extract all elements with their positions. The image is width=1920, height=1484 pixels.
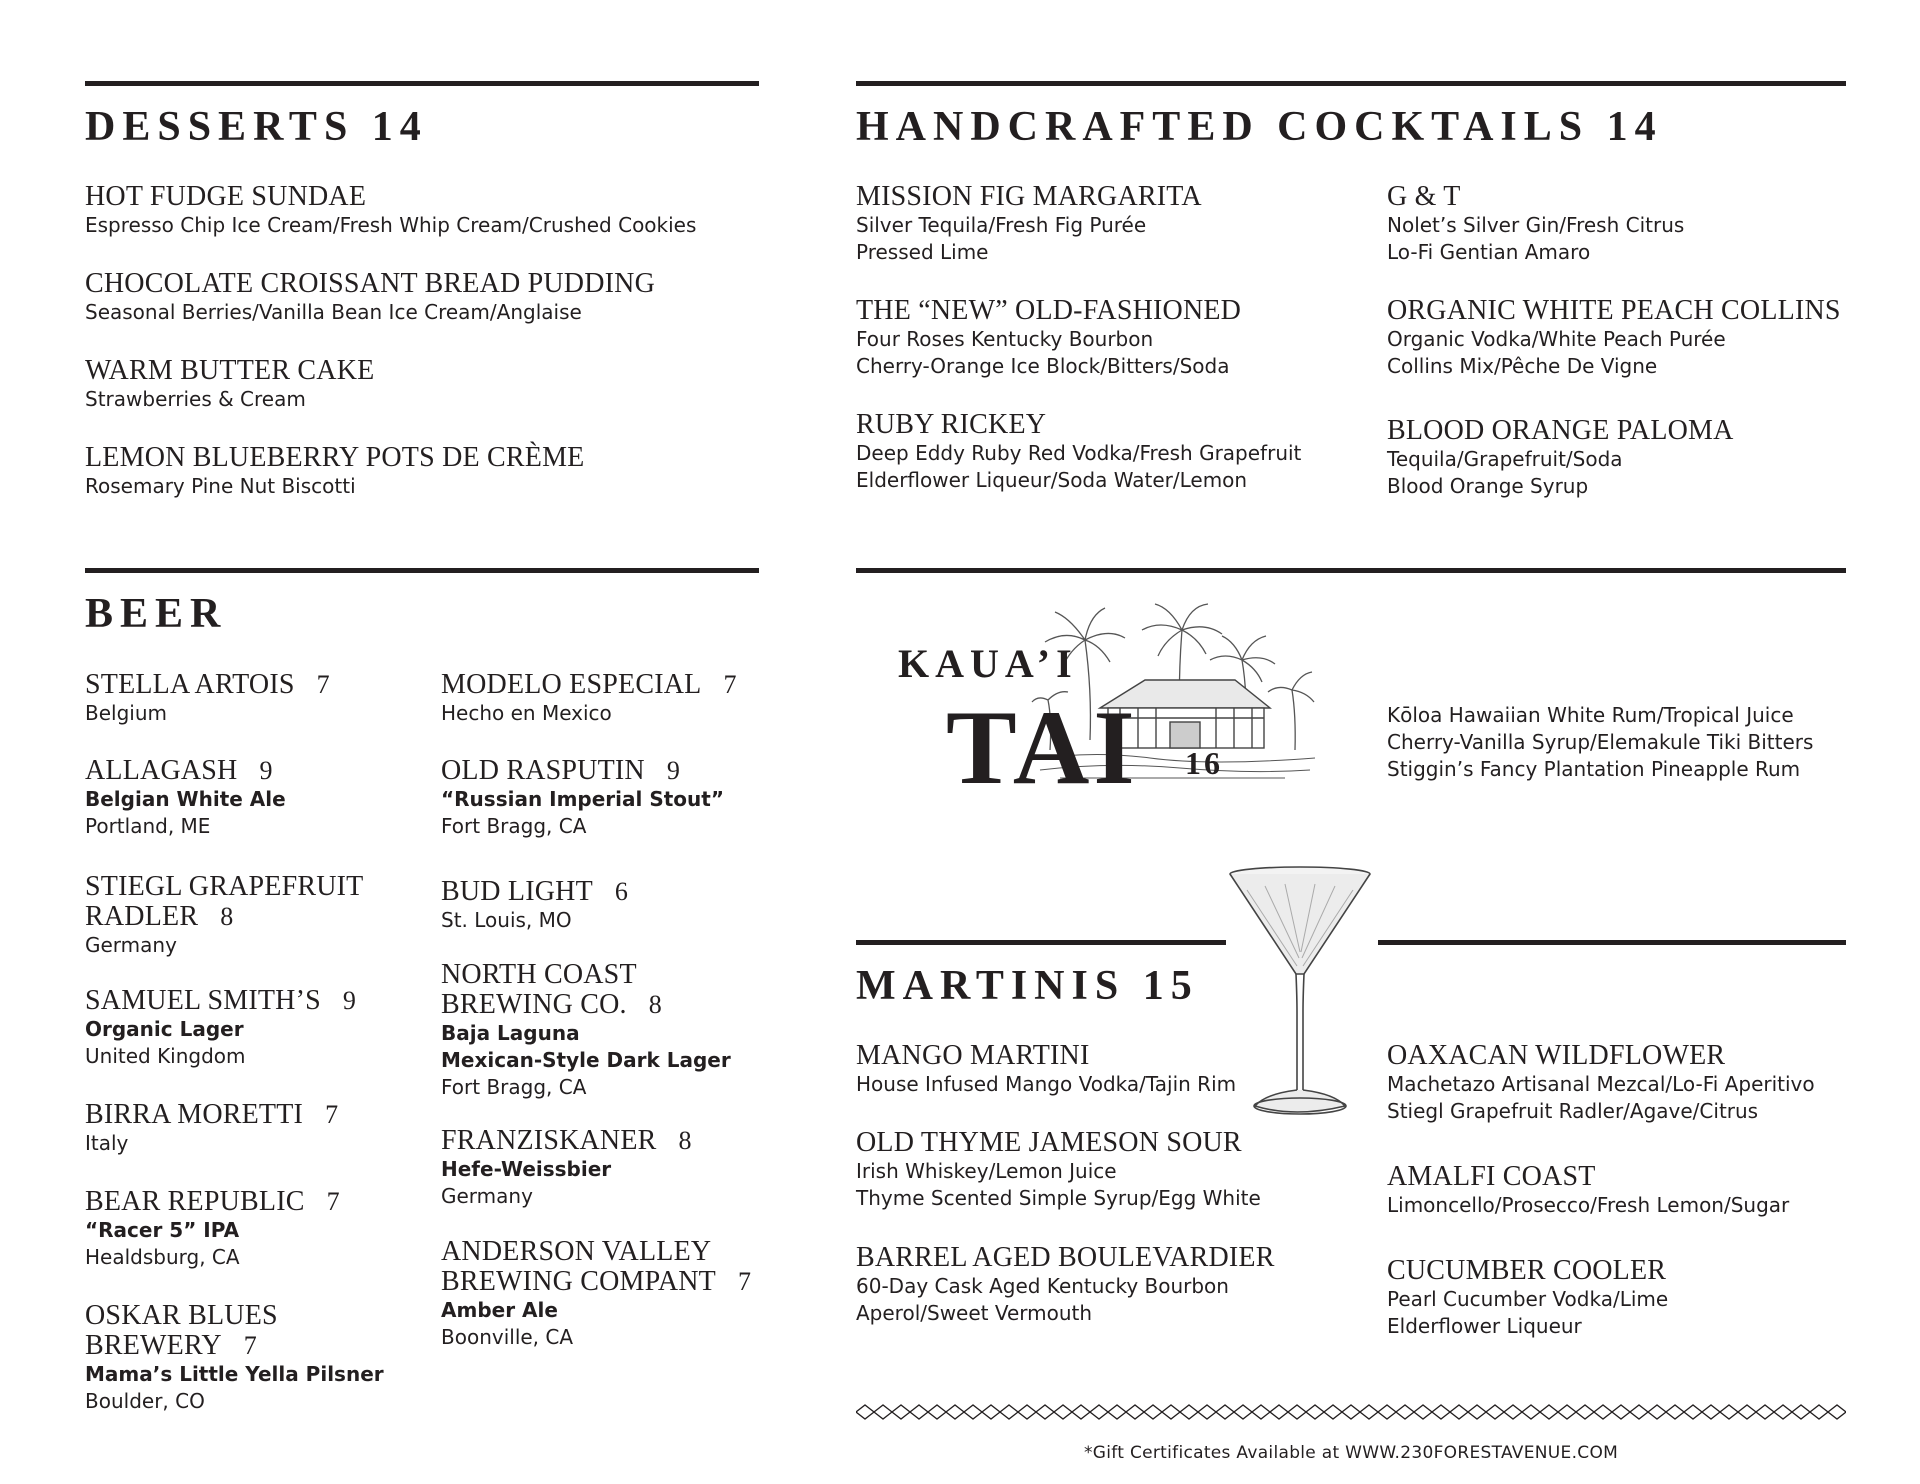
desserts-title: DESSERTS 14 xyxy=(85,104,428,150)
cocktails-top-rule xyxy=(856,81,1846,86)
beer-name: BREWING COMPANT xyxy=(441,1266,716,1297)
beer-style: Amber Ale xyxy=(441,1298,558,1322)
martini-desc: Elderflower Liqueur xyxy=(1387,1314,1582,1338)
beer-name: BREWING CO. xyxy=(441,989,627,1020)
cocktail-name: MISSION FIG MARGARITA xyxy=(856,181,1202,212)
beer-origin: Germany xyxy=(85,933,177,957)
beer-name: RADLER xyxy=(85,901,199,932)
beer-name: BEAR REPUBLIC xyxy=(85,1186,305,1217)
tai-word: TAI xyxy=(946,689,1139,806)
beer-origin: Fort Bragg, CA xyxy=(441,1075,587,1099)
beer-origin: Boulder, CO xyxy=(85,1389,205,1413)
martini-item xyxy=(1387,1162,1789,1219)
cocktail-desc: Lo-Fi Gentian Amaro xyxy=(1387,240,1591,264)
beer-origin: Boonville, CA xyxy=(441,1325,574,1349)
kauai-desc-line: Kōloa Hawaiian White Rum/Tropical Juice xyxy=(1387,703,1794,727)
beer-item xyxy=(85,872,363,959)
cocktail-desc: Organic Vodka/White Peach Purée xyxy=(1387,327,1726,351)
beer-item xyxy=(85,986,356,1070)
desserts-top-rule xyxy=(85,81,759,86)
martinis-rule-left xyxy=(856,940,1226,945)
cocktail-desc: Blood Orange Syrup xyxy=(1387,474,1589,498)
beer-name: ALLAGASH xyxy=(85,755,238,786)
martini-desc: Limoncello/Prosecco/Fresh Lemon/Sugar xyxy=(1387,1193,1790,1217)
martini-item xyxy=(856,1041,1236,1098)
cocktail-name: BLOOD ORANGE PALOMA xyxy=(1387,415,1734,446)
dessert-item xyxy=(85,182,696,239)
cocktail-item xyxy=(1387,416,1734,500)
martini-name: MANGO MARTINI xyxy=(856,1040,1090,1071)
martini-desc: Pearl Cucumber Vodka/Lime xyxy=(1387,1287,1669,1311)
beer-item xyxy=(441,670,737,727)
beer-item xyxy=(85,670,330,727)
dessert-desc: Espresso Chip Ice Cream/Fresh Whip Cream/Crushed Cookies xyxy=(85,213,697,237)
dessert-name: CHOCOLATE CROISSANT BREAD PUDDING xyxy=(85,268,656,299)
beer-price: 7 xyxy=(738,1267,752,1296)
beer-origin: United Kingdom xyxy=(85,1044,246,1068)
beer-price: 6 xyxy=(614,877,629,906)
cocktail-desc: Cherry-Orange Ice Block/Bitters/Soda xyxy=(856,354,1230,378)
beer-origin: Portland, ME xyxy=(85,814,211,838)
kauai-top-rule xyxy=(856,568,1846,573)
beer-price: 9 xyxy=(259,756,273,785)
beer-origin: Italy xyxy=(85,1131,129,1155)
cocktail-name: RUBY RICKEY xyxy=(856,409,1047,440)
beer-name: MODELO ESPECIAL xyxy=(441,669,702,700)
beer-origin: Healdsburg, CA xyxy=(85,1245,240,1269)
beer-price: 8 xyxy=(678,1126,692,1155)
beer-name: OSKAR BLUES xyxy=(85,1300,278,1331)
martini-glass-illustration xyxy=(1225,862,1375,1124)
cocktail-item xyxy=(856,182,1202,266)
gift-certificate-note: *Gift Certificates Available at WWW.230FORESTAVENUE.COM xyxy=(1084,1443,1619,1463)
beer-style: Belgian White Ale xyxy=(85,787,286,811)
cocktail-item xyxy=(856,296,1241,380)
beer-price: 8 xyxy=(220,902,234,931)
beer-origin: Belgium xyxy=(85,701,167,725)
martini-name: BARREL AGED BOULEVARDIER xyxy=(856,1242,1275,1273)
dessert-item xyxy=(85,443,584,500)
martini-name: AMALFI COAST xyxy=(1387,1161,1596,1192)
cocktail-desc: Pressed Lime xyxy=(856,240,989,264)
cocktail-desc: Elderflower Liqueur/Soda Water/Lemon xyxy=(856,468,1248,492)
beer-style: Mama’s Little Yella Pilsner xyxy=(85,1362,384,1386)
cocktails-title: HANDCRAFTED COCKTAILS 14 xyxy=(856,104,1663,150)
martini-name: OLD THYME JAMESON SOUR xyxy=(856,1127,1242,1158)
cocktail-name: THE “NEW” OLD-FASHIONED xyxy=(856,295,1242,326)
kauai-desc-line: Cherry-Vanilla Syrup/Elemakule Tiki Bitters xyxy=(1387,730,1814,754)
beer-origin: Germany xyxy=(441,1184,533,1208)
beer-style: “Russian Imperial Stout” xyxy=(441,787,724,811)
cocktail-desc: Silver Tequila/Fresh Fig Purée xyxy=(856,213,1147,237)
cocktail-desc: Tequila/Grapefruit/Soda xyxy=(1387,447,1623,471)
cocktail-desc: Deep Eddy Ruby Red Vodka/Fresh Grapefruit xyxy=(856,441,1302,465)
dessert-desc: Strawberries & Cream xyxy=(85,387,306,411)
beer-item xyxy=(441,960,731,1101)
martini-item xyxy=(856,1128,1261,1212)
martini-name: CUCUMBER COOLER xyxy=(1387,1255,1667,1286)
dessert-name: WARM BUTTER CAKE xyxy=(85,355,375,386)
martini-item xyxy=(1387,1256,1668,1340)
beer-item xyxy=(441,1126,692,1210)
beer-price: 7 xyxy=(325,1100,339,1129)
dessert-item xyxy=(85,356,374,413)
beer-style: Organic Lager xyxy=(85,1017,244,1041)
cocktail-item xyxy=(1387,296,1841,380)
beer-price: 8 xyxy=(648,990,662,1019)
cocktail-name: ORGANIC WHITE PEACH COLLINS xyxy=(1387,295,1841,326)
beer-item xyxy=(85,1187,340,1271)
beer-item xyxy=(85,1301,384,1415)
beer-origin: Fort Bragg, CA xyxy=(441,814,587,838)
martini-desc: 60-Day Cask Aged Kentucky Bourbon xyxy=(856,1274,1229,1298)
martini-desc: Irish Whiskey/Lemon Juice xyxy=(856,1159,1117,1183)
martini-desc: Machetazo Artisanal Mezcal/Lo-Fi Aperitivo xyxy=(1387,1072,1815,1096)
beer-price: 9 xyxy=(342,986,357,1015)
beer-price: 7 xyxy=(316,670,330,699)
cocktail-desc: Four Roses Kentucky Bourbon xyxy=(856,327,1154,351)
beer-top-rule xyxy=(85,568,759,573)
dessert-name: HOT FUDGE SUNDAE xyxy=(85,181,367,212)
cocktail-name: G & T xyxy=(1387,181,1461,212)
cocktail-desc: Collins Mix/Pêche De Vigne xyxy=(1387,354,1658,378)
beer-origin: Hecho en Mexico xyxy=(441,701,612,725)
beer-name: NORTH COAST xyxy=(441,959,637,990)
beer-style: Hefe-Weissbier xyxy=(441,1157,612,1181)
beer-price: 9 xyxy=(666,756,681,785)
beer-name: STELLA ARTOIS xyxy=(85,669,295,700)
kauai-tai-desc xyxy=(1387,702,1813,783)
beer-origin: St. Louis, MO xyxy=(441,908,572,932)
beer-item xyxy=(85,756,286,840)
martini-item xyxy=(1387,1041,1815,1125)
beer-name: SAMUEL SMITH’S xyxy=(85,985,321,1016)
dessert-item xyxy=(85,269,655,326)
beer-style: Baja Laguna xyxy=(441,1021,580,1045)
beer-name: OLD RASPUTIN xyxy=(441,755,645,786)
martini-name: OAXACAN WILDFLOWER xyxy=(1387,1040,1726,1071)
beer-name: FRANZISKANER xyxy=(441,1125,657,1156)
beer-name: STIEGL GRAPEFRUIT xyxy=(85,871,364,902)
beer-item xyxy=(85,1100,338,1157)
kauai-tai-price: 16 xyxy=(1185,745,1223,781)
dessert-name: LEMON BLUEBERRY POTS DE CRÈME xyxy=(85,442,585,473)
kauai-desc-line: Stiggin’s Fancy Plantation Pineapple Rum xyxy=(1387,757,1801,781)
beer-price: 7 xyxy=(243,1331,257,1360)
martini-item xyxy=(856,1243,1275,1327)
beer-price: 7 xyxy=(723,670,737,699)
martini-desc: House Infused Mango Vodka/Tajin Rim xyxy=(856,1072,1237,1096)
martini-desc: Aperol/Sweet Vermouth xyxy=(856,1301,1093,1325)
dessert-desc: Rosemary Pine Nut Biscotti xyxy=(85,474,356,498)
beer-name: BREWERY xyxy=(85,1330,222,1361)
beer-name: BIRRA MORETTI xyxy=(85,1099,304,1130)
martinis-title: MARTINIS 15 xyxy=(856,963,1199,1009)
martini-desc: Stiegl Grapefruit Radler/Agave/Citrus xyxy=(1387,1099,1759,1123)
beer-name: BUD LIGHT xyxy=(441,876,593,907)
beer-name: ANDERSON VALLEY xyxy=(441,1236,712,1267)
kauai-word: KAUA’I xyxy=(898,641,1078,686)
martinis-rule-right xyxy=(1378,940,1846,945)
beer-style: “Racer 5” IPA xyxy=(85,1218,240,1242)
cocktail-desc: Nolet’s Silver Gin/Fresh Citrus xyxy=(1387,213,1685,237)
beer-item xyxy=(441,756,724,840)
cocktail-item xyxy=(1387,182,1684,266)
dessert-desc: Seasonal Berries/Vanilla Bean Ice Cream/Anglaise xyxy=(85,300,582,324)
beer-title: BEER xyxy=(85,591,228,637)
beer-price: 7 xyxy=(326,1187,340,1216)
martini-desc: Thyme Scented Simple Syrup/Egg White xyxy=(856,1186,1261,1210)
beer-style: Mexican-Style Dark Lager xyxy=(441,1048,731,1072)
diamond-border-ornament xyxy=(856,1404,1846,1420)
beer-item xyxy=(441,877,628,934)
cocktail-item xyxy=(856,410,1301,494)
beer-item xyxy=(441,1237,751,1351)
